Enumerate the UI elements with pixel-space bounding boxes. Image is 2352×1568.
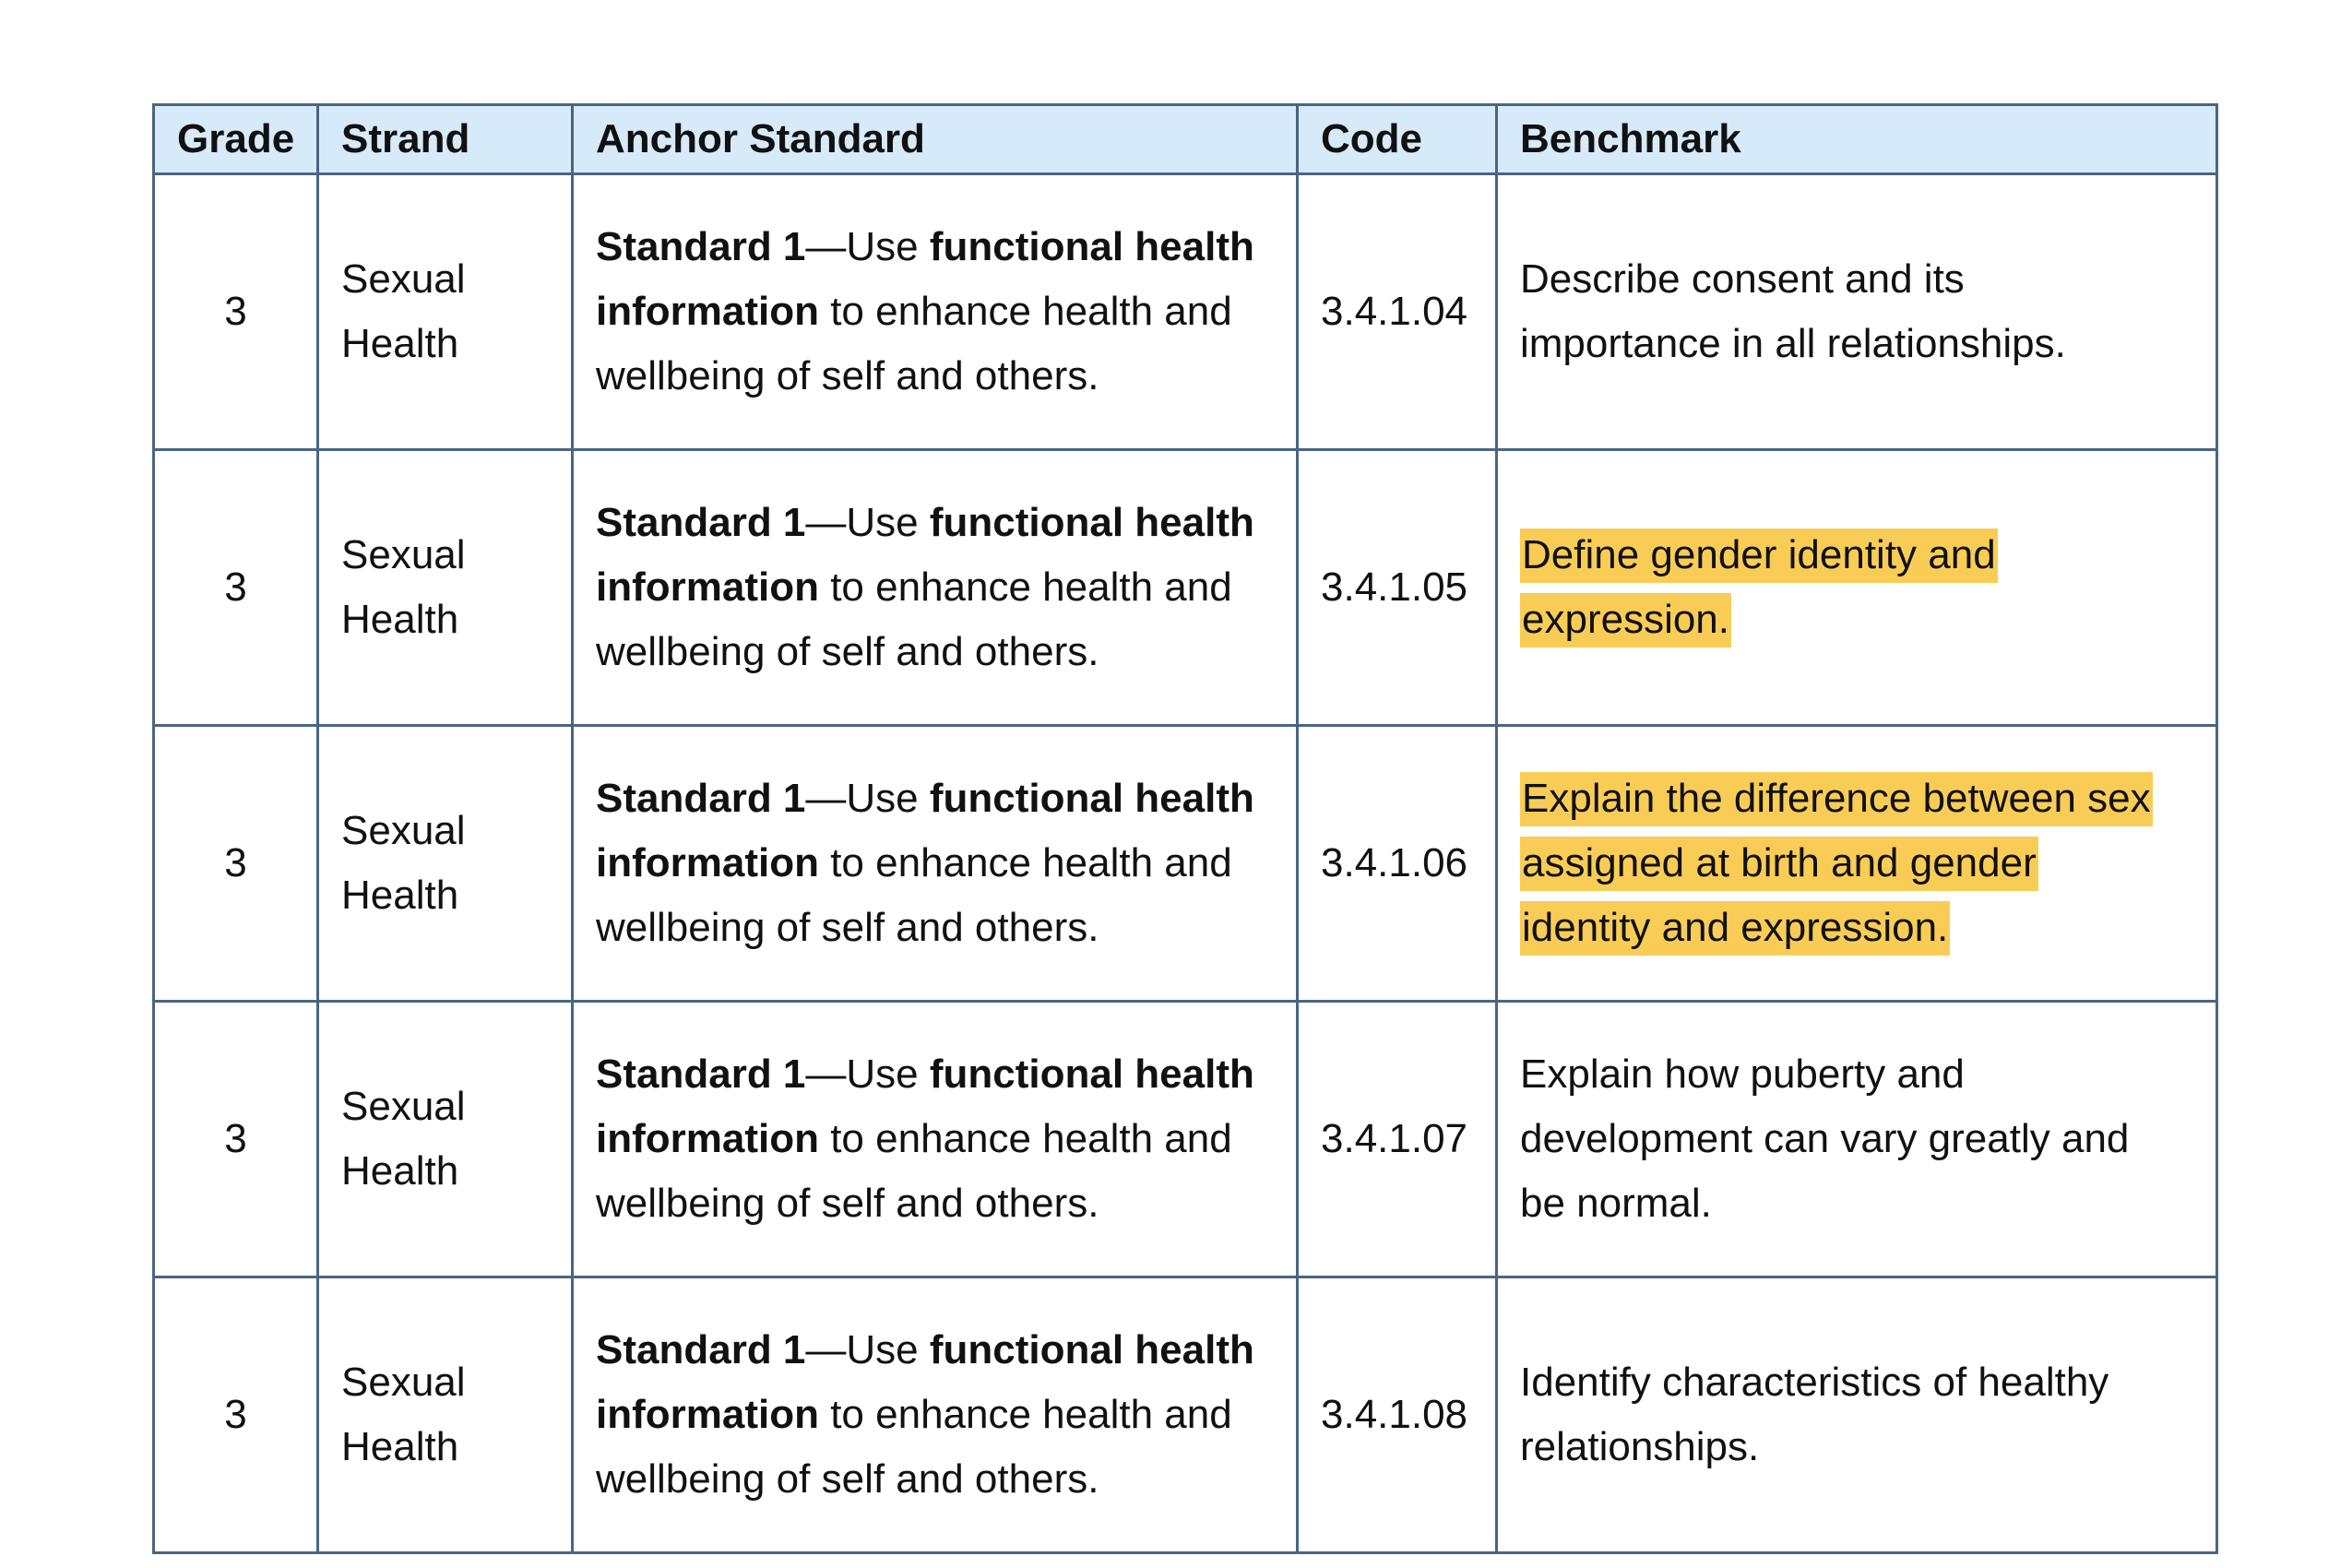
code-value: 3.4.1.06 bbox=[1321, 840, 1468, 885]
grade-value: 3 bbox=[224, 840, 247, 885]
grade-value: 3 bbox=[224, 289, 247, 334]
benchmark-line-2 bbox=[1520, 1415, 2190, 1479]
benchmark-text-3: be normal. bbox=[1520, 1181, 1712, 1226]
code-cell bbox=[1298, 1277, 1497, 1553]
anchor-bold-term-2: information bbox=[596, 1116, 819, 1161]
anchor-line-1 bbox=[596, 1042, 1274, 1107]
strand-cell bbox=[318, 174, 573, 450]
benchmark-text-1: Describe consent and its bbox=[1520, 256, 1965, 302]
standard-label: Standard 1 bbox=[596, 500, 806, 545]
strand-cell bbox=[318, 1002, 573, 1277]
anchor-line-3: wellbeing of self and others. bbox=[596, 1456, 1099, 1502]
code-cell bbox=[1298, 174, 1497, 450]
standard-dash-text: —Use bbox=[805, 1327, 930, 1372]
strand-line-1: Sexual bbox=[341, 1084, 466, 1129]
code-cell bbox=[1298, 450, 1497, 726]
anchor-line-2 bbox=[596, 279, 1274, 344]
header-benchmark: Benchmark bbox=[1497, 105, 2217, 174]
grade-value: 3 bbox=[224, 564, 247, 610]
anchor-bold-term-1: functional health bbox=[929, 776, 1254, 821]
anchor-standard-cell bbox=[573, 726, 1298, 1002]
standards-table bbox=[152, 103, 2218, 1554]
benchmark-cell bbox=[1497, 1277, 2217, 1553]
anchor-rest-1: to enhance health and bbox=[818, 564, 1232, 610]
anchor-bold-term-1: functional health bbox=[929, 1327, 1254, 1372]
strand-line-1: Sexual bbox=[341, 256, 466, 302]
anchor-line-3: wellbeing of self and others. bbox=[596, 1181, 1099, 1226]
benchmark-text-2: development can vary greatly and bbox=[1520, 1116, 2130, 1161]
anchor-rest-1: to enhance health and bbox=[818, 1392, 1232, 1437]
grade-cell bbox=[154, 450, 318, 726]
anchor-bold-term-2: information bbox=[596, 840, 819, 885]
table-row bbox=[154, 174, 2217, 450]
table-row bbox=[154, 1277, 2217, 1553]
header-code: Code bbox=[1298, 105, 1497, 174]
anchor-line-1 bbox=[596, 215, 1274, 279]
benchmark-text-1: Identify characteristics of healthy bbox=[1520, 1360, 2109, 1405]
code-value: 3.4.1.07 bbox=[1321, 1116, 1468, 1161]
benchmark-line-1 bbox=[1520, 247, 2190, 312]
anchor-bold-term-2: information bbox=[596, 564, 819, 610]
table-row bbox=[154, 1002, 2217, 1277]
strand-line-2: Health bbox=[341, 1148, 459, 1194]
benchmark-text-2: assigned at birth and gender bbox=[1520, 837, 2038, 891]
anchor-bold-term-1: functional health bbox=[929, 1051, 1254, 1097]
standard-label: Standard 1 bbox=[596, 1327, 806, 1372]
anchor-line-3: wellbeing of self and others. bbox=[596, 905, 1099, 950]
standard-label: Standard 1 bbox=[596, 224, 806, 269]
anchor-line-1 bbox=[596, 766, 1274, 831]
benchmark-line-3 bbox=[1520, 1171, 2190, 1236]
anchor-rest-1: to enhance health and bbox=[818, 289, 1232, 334]
code-value: 3.4.1.08 bbox=[1321, 1392, 1468, 1437]
strand-line-2: Health bbox=[341, 1424, 459, 1469]
anchor-line-3: wellbeing of self and others. bbox=[596, 629, 1099, 674]
strand-line-1: Sexual bbox=[341, 808, 466, 853]
benchmark-line-1 bbox=[1520, 523, 2190, 588]
table-row bbox=[154, 726, 2217, 1002]
benchmark-text-2: relationships. bbox=[1520, 1424, 1760, 1469]
grade-cell bbox=[154, 1002, 318, 1277]
anchor-line-2 bbox=[596, 831, 1274, 896]
benchmark-cell bbox=[1497, 450, 2217, 726]
grade-value: 3 bbox=[224, 1392, 247, 1437]
grade-cell bbox=[154, 726, 318, 1002]
strand-line-2: Health bbox=[341, 321, 459, 366]
anchor-bold-term-1: functional health bbox=[929, 224, 1254, 269]
benchmark-cell bbox=[1497, 174, 2217, 450]
benchmark-line-1 bbox=[1520, 766, 2190, 831]
benchmark-text-2: expression. bbox=[1520, 593, 1731, 647]
anchor-line-3: wellbeing of self and others. bbox=[596, 353, 1099, 398]
anchor-bold-term-2: information bbox=[596, 289, 819, 334]
benchmark-line-2 bbox=[1520, 831, 2190, 896]
benchmark-line-1 bbox=[1520, 1350, 2190, 1415]
anchor-bold-term-1: functional health bbox=[929, 500, 1254, 545]
benchmark-text-2: importance in all relationships. bbox=[1520, 321, 2066, 366]
standard-label: Standard 1 bbox=[596, 1051, 806, 1097]
benchmark-text-1: Define gender identity and bbox=[1520, 529, 1998, 583]
strand-line-1: Sexual bbox=[341, 1360, 466, 1405]
benchmark-text-1: Explain the difference between sex bbox=[1520, 772, 2153, 826]
standard-dash-text: —Use bbox=[805, 1051, 930, 1097]
strand-cell bbox=[318, 1277, 573, 1553]
benchmark-text-1: Explain how puberty and bbox=[1520, 1051, 1965, 1097]
anchor-standard-cell bbox=[573, 1277, 1298, 1553]
anchor-standard-cell bbox=[573, 450, 1298, 726]
anchor-rest-1: to enhance health and bbox=[818, 840, 1232, 885]
anchor-standard-cell bbox=[573, 174, 1298, 450]
benchmark-line-2 bbox=[1520, 588, 2190, 652]
grade-cell bbox=[154, 1277, 318, 1553]
benchmark-line-2 bbox=[1520, 1107, 2190, 1171]
strand-line-2: Health bbox=[341, 873, 459, 918]
anchor-line-1 bbox=[596, 1318, 1274, 1383]
table-header bbox=[154, 105, 2217, 174]
grade-cell bbox=[154, 174, 318, 450]
benchmark-line-1 bbox=[1520, 1042, 2190, 1107]
code-value: 3.4.1.04 bbox=[1321, 289, 1468, 334]
benchmark-text-3: identity and expression. bbox=[1520, 901, 1950, 956]
standard-dash-text: —Use bbox=[805, 224, 930, 269]
standard-label: Standard 1 bbox=[596, 776, 806, 821]
grade-value: 3 bbox=[224, 1116, 247, 1161]
anchor-line-2 bbox=[596, 555, 1274, 620]
anchor-standard-cell bbox=[573, 1002, 1298, 1277]
anchor-bold-term-2: information bbox=[596, 1392, 819, 1437]
code-cell bbox=[1298, 1002, 1497, 1277]
standard-dash-text: —Use bbox=[805, 500, 930, 545]
header-grade: Grade bbox=[154, 105, 318, 174]
strand-cell bbox=[318, 450, 573, 726]
code-cell bbox=[1298, 726, 1497, 1002]
benchmark-cell bbox=[1497, 726, 2217, 1002]
standard-dash-text: —Use bbox=[805, 776, 930, 821]
anchor-line-1 bbox=[596, 491, 1274, 555]
strand-line-2: Health bbox=[341, 597, 459, 642]
strand-cell bbox=[318, 726, 573, 1002]
header-anchor-standard: Anchor Standard bbox=[573, 105, 1298, 174]
table-body bbox=[154, 174, 2217, 1553]
table-row bbox=[154, 450, 2217, 726]
anchor-line-2 bbox=[596, 1383, 1274, 1447]
header-row bbox=[154, 105, 2217, 174]
benchmark-cell bbox=[1497, 1002, 2217, 1277]
anchor-rest-1: to enhance health and bbox=[818, 1116, 1232, 1161]
benchmark-line-2 bbox=[1520, 312, 2190, 376]
benchmark-line-3 bbox=[1520, 896, 2190, 960]
anchor-line-2 bbox=[596, 1107, 1274, 1171]
strand-line-1: Sexual bbox=[341, 532, 466, 577]
header-strand: Strand bbox=[318, 105, 573, 174]
code-value: 3.4.1.05 bbox=[1321, 564, 1468, 610]
